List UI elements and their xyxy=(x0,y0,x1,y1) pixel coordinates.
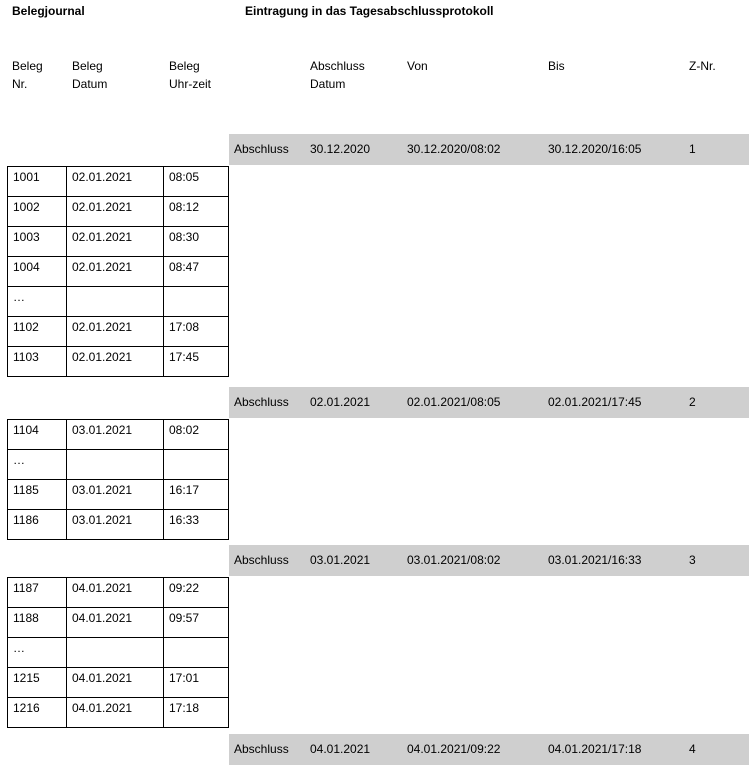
title-tagesabschlussprotokoll: Eintragung in das Tagesabschlussprotokoll xyxy=(245,4,494,18)
beleg-zeit-cell: 08:30 xyxy=(164,227,229,257)
closing-z-nr: 2 xyxy=(689,394,696,409)
beleg-nr-cell: 1187 xyxy=(8,577,67,607)
closing-row xyxy=(229,387,749,418)
closing-label: Abschluss xyxy=(234,742,289,756)
beleg-nr-cell: 1185 xyxy=(8,479,67,509)
beleg-datum-cell xyxy=(67,637,164,667)
beleg-nr-cell: 1216 xyxy=(8,697,67,727)
beleg-datum-cell xyxy=(67,449,164,479)
closing-datum: 04.01.2021 xyxy=(310,742,371,756)
closing-von: 30.12.2020/08:02 xyxy=(407,142,501,156)
closing-von: 04.01.2021/09:22 xyxy=(407,742,501,756)
beleg-datum-cell: 04.01.2021 xyxy=(67,577,164,607)
header-z-nr: Z-Nr. xyxy=(689,59,716,73)
table-row xyxy=(8,287,229,317)
table-row xyxy=(8,449,229,479)
beleg-nr-cell: 1188 xyxy=(8,607,67,637)
closing-z-nr: 1 xyxy=(689,142,696,156)
beleg-nr-cell: … xyxy=(8,449,67,479)
title-belegjournal: Belegjournal xyxy=(12,4,85,18)
beleg-nr-cell: 1103 xyxy=(8,347,67,377)
beleg-nr-cell: … xyxy=(8,637,67,667)
header-bis: Bis xyxy=(548,59,565,73)
header-beleg-datum: Beleg Datum xyxy=(72,59,108,91)
header-beleg-uhrzeit: Beleg Uhr-zeit xyxy=(169,59,212,91)
closing-von: 02.01.2021/08:05 xyxy=(407,394,501,409)
beleg-zeit-cell: 08:05 xyxy=(164,167,229,197)
beleg-nr-cell: 1215 xyxy=(8,667,67,697)
table-row xyxy=(8,419,229,449)
closing-z-nr: 4 xyxy=(689,742,696,756)
beleg-datum-cell: 02.01.2021 xyxy=(67,167,164,197)
journal-table xyxy=(7,577,229,728)
closing-label: Abschluss xyxy=(234,142,289,156)
table-row xyxy=(8,347,229,377)
beleg-datum-cell xyxy=(67,287,164,317)
beleg-zeit-cell: 17:45 xyxy=(164,347,229,377)
beleg-datum-cell: 04.01.2021 xyxy=(67,667,164,697)
beleg-zeit-cell: 17:18 xyxy=(164,697,229,727)
table-row xyxy=(8,197,229,227)
beleg-datum-cell: 03.01.2021 xyxy=(67,509,164,539)
beleg-zeit-cell: 09:57 xyxy=(164,607,229,637)
beleg-zeit-cell: 17:01 xyxy=(164,667,229,697)
table-row xyxy=(8,257,229,287)
beleg-nr-cell: 1102 xyxy=(8,317,67,347)
table-row xyxy=(8,697,229,727)
closing-datum: 03.01.2021 xyxy=(310,552,371,567)
table-row xyxy=(8,667,229,697)
beleg-datum-cell: 04.01.2021 xyxy=(67,697,164,727)
beleg-zeit-cell xyxy=(164,287,229,317)
closing-z-nr: 3 xyxy=(689,552,696,567)
beleg-datum-cell: 03.01.2021 xyxy=(67,479,164,509)
beleg-datum-cell: 02.01.2021 xyxy=(67,197,164,227)
closing-bis: 03.01.2021/16:33 xyxy=(548,552,642,567)
beleg-zeit-cell: 09:22 xyxy=(164,577,229,607)
table-row xyxy=(8,577,229,607)
closing-label: Abschluss xyxy=(234,394,289,409)
table-row xyxy=(8,167,229,197)
beleg-zeit-cell xyxy=(164,449,229,479)
beleg-datum-cell: 04.01.2021 xyxy=(67,607,164,637)
closing-bis: 30.12.2020/16:05 xyxy=(548,142,642,156)
beleg-zeit-cell: 08:12 xyxy=(164,197,229,227)
header-von: Von xyxy=(407,59,428,73)
beleg-nr-cell: 1001 xyxy=(8,167,67,197)
beleg-zeit-cell: 16:33 xyxy=(164,509,229,539)
beleg-nr-cell: 1003 xyxy=(8,227,67,257)
beleg-datum-cell: 02.01.2021 xyxy=(67,317,164,347)
beleg-zeit-cell xyxy=(164,637,229,667)
header-abschluss-datum: Abschluss Datum xyxy=(310,59,365,91)
closing-row xyxy=(229,545,749,576)
beleg-zeit-cell: 08:02 xyxy=(164,419,229,449)
table-row xyxy=(8,479,229,509)
beleg-datum-cell: 02.01.2021 xyxy=(67,257,164,287)
closing-label: Abschluss xyxy=(234,552,289,567)
closing-row xyxy=(229,734,749,765)
table-row xyxy=(8,317,229,347)
beleg-datum-cell: 03.01.2021 xyxy=(67,419,164,449)
beleg-zeit-cell: 16:17 xyxy=(164,479,229,509)
closing-von: 03.01.2021/08:02 xyxy=(407,552,501,567)
table-row xyxy=(8,227,229,257)
beleg-nr-cell: 1002 xyxy=(8,197,67,227)
closing-bis: 02.01.2021/17:45 xyxy=(548,394,642,409)
journal-table xyxy=(7,419,229,540)
header-beleg-nr: Beleg Nr. xyxy=(12,59,43,91)
closing-datum: 30.12.2020 xyxy=(310,142,371,156)
beleg-nr-cell: 1104 xyxy=(8,419,67,449)
closing-bis: 04.01.2021/17:18 xyxy=(548,742,642,756)
journal-table xyxy=(7,166,229,377)
beleg-nr-cell: … xyxy=(8,287,67,317)
table-row xyxy=(8,637,229,667)
closing-datum: 02.01.2021 xyxy=(310,394,371,409)
closing-row xyxy=(229,134,749,165)
table-row xyxy=(8,607,229,637)
beleg-nr-cell: 1004 xyxy=(8,257,67,287)
beleg-datum-cell: 02.01.2021 xyxy=(67,347,164,377)
beleg-zeit-cell: 08:47 xyxy=(164,257,229,287)
beleg-nr-cell: 1186 xyxy=(8,509,67,539)
beleg-datum-cell: 02.01.2021 xyxy=(67,227,164,257)
beleg-zeit-cell: 17:08 xyxy=(164,317,229,347)
table-row xyxy=(8,509,229,539)
